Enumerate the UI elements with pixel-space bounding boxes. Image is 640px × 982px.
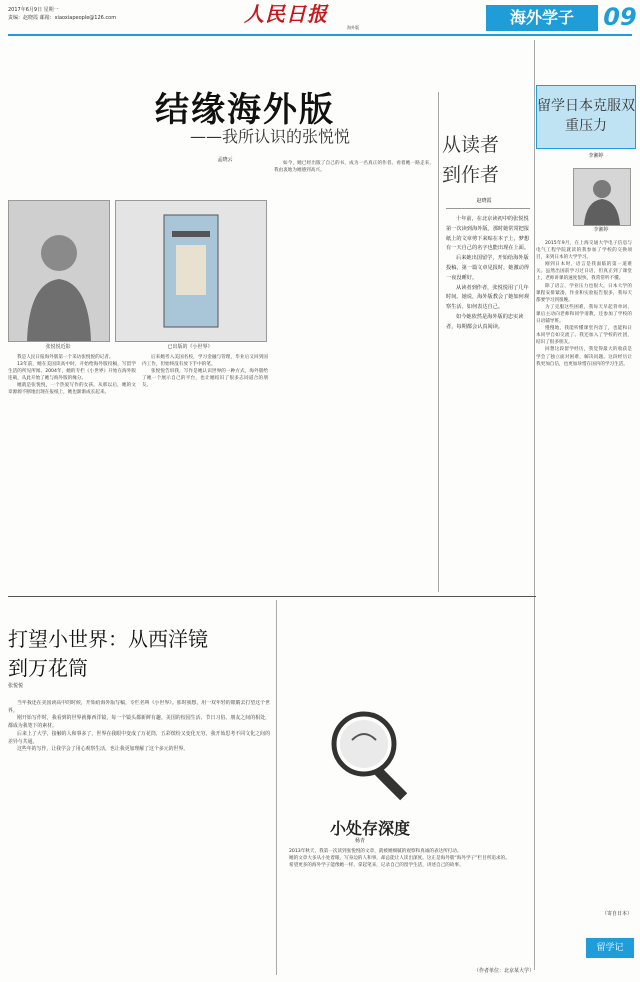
article4-author: 张悦悦 bbox=[8, 683, 24, 689]
editor-line: 责编：赵晓霞 邮箱：xiaoxiapeople@126.com bbox=[8, 15, 117, 21]
article2-body bbox=[446, 215, 532, 595]
paragraph: 2013年秋天，我第一次读到张悦悦的文章，就被她细腻的观察和真诚的表达所打动。 bbox=[289, 849, 462, 854]
column-separator bbox=[276, 600, 277, 975]
article3-body bbox=[536, 240, 632, 912]
paragraph: 刚到日本时，语言是我面临的第一道难关。虽然出国前学习过日语，但真正到了课堂上，老师讲课的速度很快，我常常听不懂。 bbox=[536, 262, 632, 282]
article3-sign: （寄自日本） bbox=[601, 911, 632, 917]
book-caption: 已出版的《小世界》 bbox=[167, 344, 213, 350]
article5-title: 小处存深度 bbox=[329, 819, 410, 838]
illustration bbox=[318, 700, 426, 806]
paragraph: 她的文章大多从小处着眼，写身边的人和事，却总能让人读出深度。这正是海外版“海外学子”栏目所追求的。 bbox=[289, 856, 510, 862]
article5-author: 杨青 bbox=[354, 838, 365, 844]
masthead-sub: 海外版 bbox=[347, 25, 359, 30]
paragraph: 2015年9月，在上海交通大学电子信息与电气工程学院就读的我参加了学校的交换项目，来到日本的大学学习。 bbox=[536, 241, 632, 261]
article1-body-col1 bbox=[8, 354, 136, 590]
column-separator bbox=[534, 40, 535, 970]
article1-body-col3 bbox=[274, 160, 434, 590]
paragraph: 她就是张悦悦，一个热爱写作的女孩。从那以后，她的文章源源不断地出现在报纸上，她也渐渐成长起来。 bbox=[8, 383, 136, 396]
paragraph: 这些年的写作，让我学会了用心观察生活，也让我更加理解了这个多元的世界。 bbox=[17, 746, 189, 753]
article3-title: 留学日本克服双重压力 bbox=[537, 98, 635, 134]
paragraph: 后来上了大学，接触的人和事多了，世界在我眼中变成了万花筒，五彩缤纷又变化无穷。我开始思考不同文化之间的差异与共通。 bbox=[8, 730, 270, 745]
article1-author: 孟晓云 bbox=[217, 157, 233, 163]
book-photo bbox=[115, 200, 267, 342]
section-title: 海外学子 bbox=[486, 5, 598, 31]
paragraph: 除了语言，学业压力也很大。日本大学的课程安排紧凑，作业和实验报告很多，我每天都要学习到很晚。 bbox=[536, 283, 632, 303]
article4-title: 打望小世界：从西洋镜到万花筒 bbox=[8, 627, 208, 680]
header-rule bbox=[8, 34, 632, 36]
article3-author: 李湘婷 bbox=[588, 153, 604, 159]
masthead-logo bbox=[244, 3, 359, 33]
article1-subtitle: ——我所认识的张悦悦 bbox=[189, 127, 350, 146]
portrait-photo bbox=[8, 200, 110, 342]
article4-body bbox=[8, 700, 270, 975]
paragraph: 十年前，在北京读初中的张悦悦第一次读到海外版。那时她常常把报纸上的文章剪下来贴在本子上，梦想有一天自己的名字也能出现在上面。 bbox=[446, 216, 530, 252]
article2-title: 从读者到作者 bbox=[442, 134, 500, 186]
date-line: 2017年6月9日 星期一 bbox=[8, 7, 59, 13]
paragraph: 从读者到作者，张悦悦用了几年时间。她说，海外版教会了她如何观察生活、如何表达自己。 bbox=[446, 284, 530, 311]
paragraph: 为了克服这些困难，我每天早起背单词，课后主动向老师和同学请教，还参加了学校的日语辅导班。 bbox=[536, 304, 632, 325]
paragraph: 刚开始写作时，我看到的世界就像西洋镜，每一个镜头都新鲜有趣。美国的校园生活、节日习俗、朋友之间的相处，都成为我笔下的素材。 bbox=[8, 715, 270, 730]
article3-title-box bbox=[536, 85, 636, 149]
paragraph: 张悦悦告诉我，写作是她认识世界的一种方式，海外版给了她一个展示自己的平台，也让她结识了很多志同道合的朋友。 bbox=[142, 369, 268, 389]
paragraph: 我是人民日报海外版第一个采访张悦悦的记者。 bbox=[17, 355, 114, 360]
page-number: 09 bbox=[603, 3, 637, 31]
paragraph: 如今，她已经出版了自己的书，成为一名真正的作者。看着她一路走来，我由衷地为她感到高兴。 bbox=[274, 161, 434, 174]
paragraph: 后来她考入美国名校，学习金融与管理，毕业后又回到国内工作，但始终没有放下手中的笔。 bbox=[142, 355, 268, 368]
article5-body bbox=[280, 848, 536, 978]
portrait-caption: 张悦悦近影 bbox=[45, 344, 71, 350]
author-photo-caption: 李湘婷 bbox=[593, 227, 609, 233]
paragraph: 后来她出国留学，开始给海外版投稿，第一篇文章见报时，她激动得一夜没睡好。 bbox=[446, 255, 530, 281]
author-photo bbox=[573, 168, 631, 226]
article2-author: 赵晓霞 bbox=[476, 198, 492, 204]
article5-sign: （作者单位：北京某大学） bbox=[473, 968, 534, 974]
column-separator bbox=[438, 92, 439, 592]
book-icon bbox=[116, 201, 266, 341]
paragraph: 慢慢地，我能听懂课堂内容了，也能和日本同学自如交流了。我还加入了学校的社团，结识了很多朋友。 bbox=[536, 326, 632, 346]
column-tag: 留学记 bbox=[586, 938, 634, 958]
section-rule bbox=[8, 596, 536, 597]
person-silhouette-icon bbox=[574, 169, 630, 225]
paragraph: 希望更多的海外学子能像她一样，拿起笔来，记录自己的留学生活，讲述自己的故事。 bbox=[289, 863, 464, 869]
paragraph: 13年前，她在美国读高中时，开始给海外版投稿，写留学生活的所见所闻。2004年，她的专栏《小世界》开始在海外版连载，从此开始了她与海外版的缘分。 bbox=[8, 362, 136, 382]
magnifier-illustration-icon bbox=[318, 700, 426, 806]
article2-rule bbox=[446, 208, 530, 209]
person-silhouette-icon bbox=[9, 201, 109, 341]
article1-body-col2 bbox=[142, 354, 268, 590]
paragraph: 当年我还在美国读高中的时候，开始给海外版写稿，专栏名叫《小世界》。那时我想，用一双年轻的眼睛去打望这个世界。 bbox=[8, 700, 270, 714]
masthead-name: 人民日报 bbox=[244, 2, 328, 26]
paragraph: 回想这段留学经历，我觉得最大的收获是学会了独立面对困难、解决问题。这段经历让我更加自信，也更加珍惜在国内的学习生活。 bbox=[536, 347, 632, 367]
paragraph: 如今她依然是海外版的忠实读者，每期都会认真阅读。 bbox=[446, 313, 524, 330]
header-meta bbox=[8, 6, 188, 22]
article1-title: 结缘海外版 bbox=[155, 90, 335, 130]
